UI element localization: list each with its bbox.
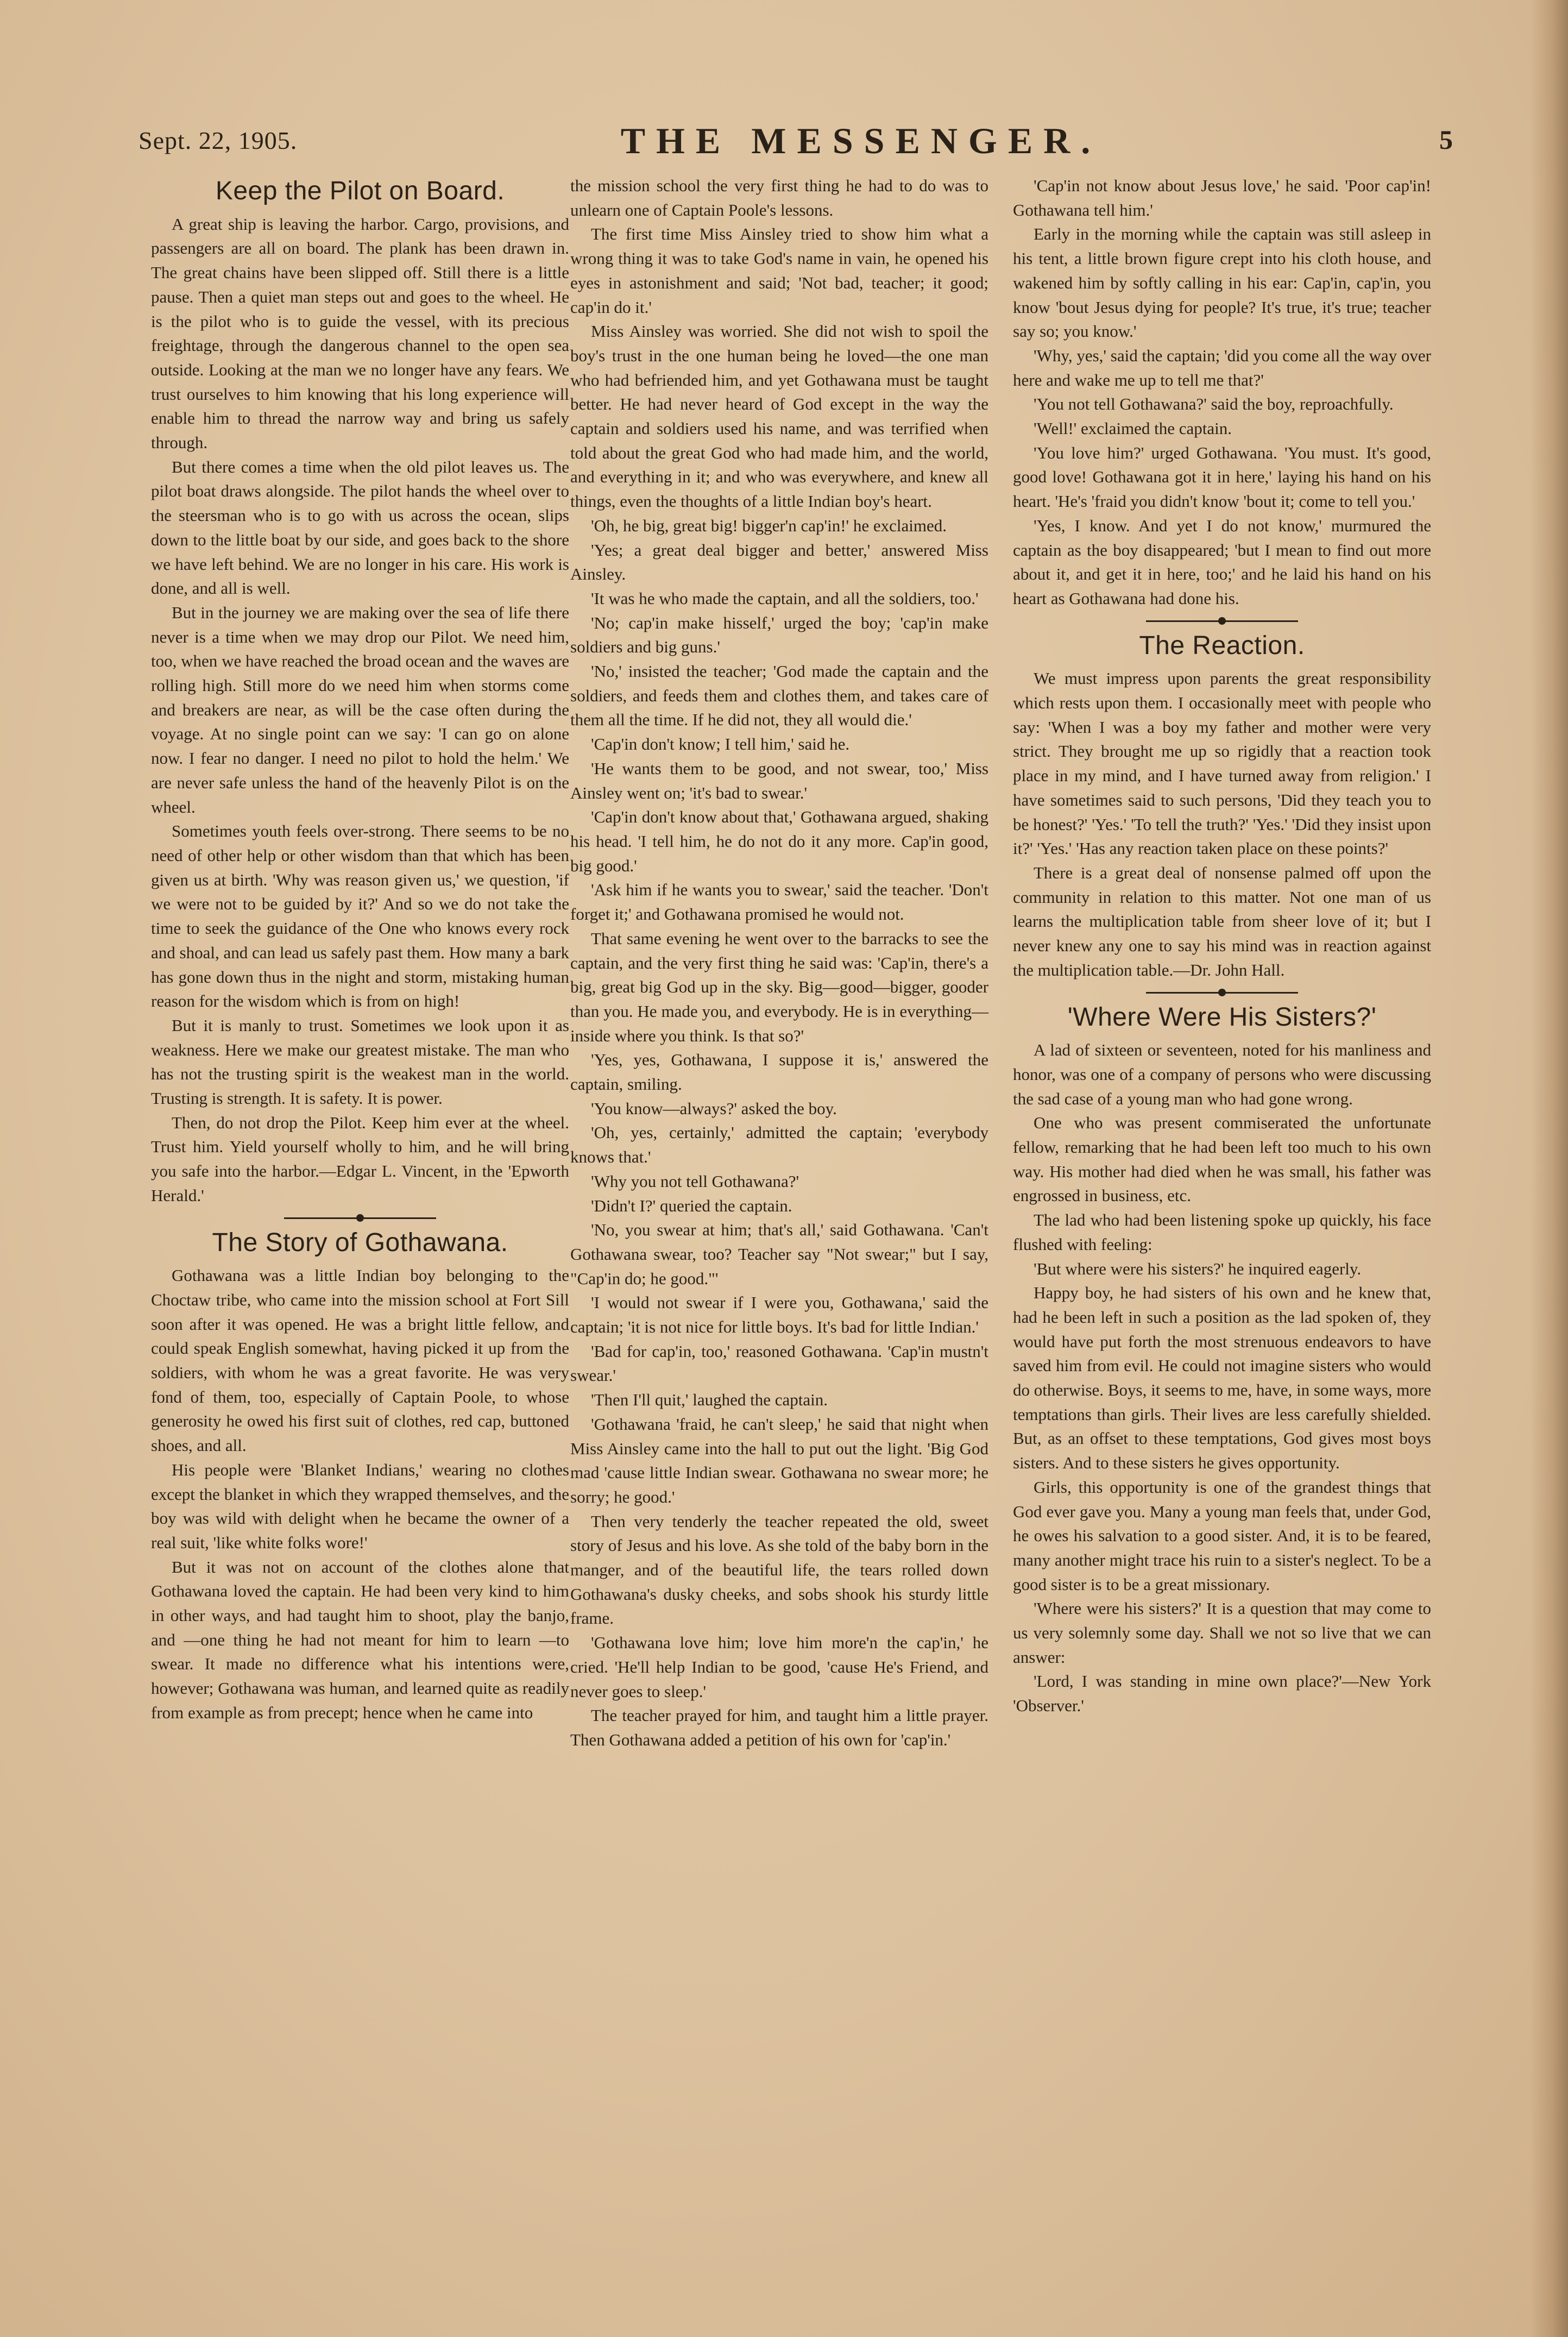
article-title-the-reaction: The Reaction. [1139, 631, 1305, 660]
paragraph: That same evening he went over to the barracks to see the captain, and the very first thing he said was: 'Cap'in, there's a big, great big God up in the sky. Big—good—bigger, gooder than you. He made you, and everybody. He is in everything—inside where you think. Is that so?' [570, 928, 988, 1045]
page-header [138, 120, 1453, 163]
paragraph: Then, do not drop the Pilot. Keep him ever at the wheel. Trust him. Yield yourself wholly to him, and he will bring you safe into the harbor.—Edgar L. Vincent, in the 'Epworth Herald.' [151, 1113, 569, 1205]
paragraph: 'Bad for cap'in, too,' reasoned Gothawana. 'Cap'in mustn't swear.' [570, 1341, 988, 1385]
paragraph: 'No; cap'in make hisself,' urged the boy; 'cap'in make soldiers and big guns.' [570, 613, 988, 657]
column-3 [1013, 174, 1431, 1718]
paragraph: 'No,' insisted the teacher; 'God made the captain and the soldiers, and feeds them and clothes them, and takes care of them all the time. If he did not, they all would die.' [570, 662, 988, 730]
paragraph: 'Yes, I know. And yet I do not know,' murmured the captain as the boy disappeared; 'but I mean to find out more about it, and get it in here, too;' and he laid his hand on his heart as Gothawana had done his. [1013, 516, 1431, 608]
paragraph: But there comes a time when the old pilot leaves us. The pilot boat draws alongside. The pilot hands the wheel over to the steersman who is to go with us across the ocean, slips down to the little boat by our side, and goes back to the shore we have left behind. We are no longer in his care. His work is done, and all is well. [151, 457, 569, 598]
paragraph: Early in the morning while the captain was still asleep in his tent, a little brown figure crept into his cloth house, and wakened him by softly calling in his ear: Cap'in, cap'in, you know 'bout Jesus dying for people? It's true, it's true; teacher say so; you know.' [1013, 224, 1431, 341]
section-divider [1013, 613, 1431, 629]
paragraph: 'Why you not tell Gothawana?' [591, 1171, 799, 1191]
paragraph: 'Yes; a great deal bigger and better,' answered Miss Ainsley. [570, 540, 988, 584]
paragraph: 'Oh, he big, great big! bigger'n cap'in!' he exclaimed. [591, 516, 947, 535]
paragraph: The first time Miss Ainsley tried to show him what a wrong thing it was to take God's name in vain, he opened his eyes in astonishment and said; 'Not bad, teacher; it good; cap'in do it.' [570, 224, 988, 317]
article-title-story-of-gothawana: The Story of Gothawana. [212, 1228, 508, 1257]
paragraph: 'I would not swear if I were you, Gothawana,' said the captain; 'it is not nice for little boys. It's bad for little Indian.' [570, 1293, 988, 1337]
paragraph: 'Yes, yes, Gothawana, I suppose it is,' answered the captain, smiling. [570, 1050, 988, 1094]
paragraph: 'But where were his sisters?' he inquired eagerly. [1034, 1259, 1362, 1278]
page-edge-shadow [1530, 0, 1568, 2337]
paragraph: Miss Ainsley was worried. She did not wish to spoil the boy's trust in the one human being he loved—the one man who had befriended him, and yet Gothawana must be taught better. He had never heard of God except in the way the captain and soldiers used his name, and was terrified when told about the great God who had made him, and the world, and everything in it; and who was everywhere, and knew all things, even the thoughts of a little Indian boy's heart. [570, 322, 988, 511]
paragraph: There is a great deal of nonsense palmed off upon the community in relation to this matter. Not one man of us learns the multiplication table from sheer love of it; but I never knew any one to say his mind was in reaction against the multiplication table.—Dr. John Hall. [1013, 863, 1431, 979]
paragraph: A lad of sixteen or seventeen, noted for his manliness and honor, was one of a company of persons who were discussing the sad case of a young man who had gone wrong. [1013, 1040, 1431, 1108]
paragraph: Then very tenderly the teacher repeated the old, sweet story of Jesus and his love. As she told of the baby born in the manger, and of the beautiful life, the tears rolled down Gothawana's dusky cheeks, and sobs shook his sturdy little frame. [570, 1511, 988, 1628]
paragraph: 'You love him?' urged Gothawana. 'You must. It's good, good love! Gothawana got it in here,' laying his hand on his heart. 'He's 'fraid you didn't know 'bout it; come to tell you.' [1013, 443, 1431, 511]
paragraph: But it was not on account of the clothes alone that Gothawana loved the captain. He had been very kind to him in other ways, and had taught him to shoot, play the banjo, and —one thing he had not meant for him to learn —to swear. It made no difference what his intentions were, however; Gothawana was human, and learned quite as readily from example as from precept; hence when he came into [151, 1557, 569, 1722]
paragraph: 'Gothawana love him; love him more'n the cap'in,' he cried. 'He'll help Indian to be good, 'cause He's Friend, and never goes to sleep.' [570, 1633, 988, 1701]
paragraph: 'Well!' exclaimed the captain. [1034, 419, 1232, 438]
paragraph: But in the journey we are making over the sea of life there never is a time when we may drop our Pilot. We need him, too, when we have reached the broad ocean and the waves are rolling high. Still more do we need him when storms come and breakers are near, as will be the case often during the voyage. At no single point can we say: 'I can go on alone now. I fear no danger. I need no pilot to hold the helm.' We are never safe unless the hand of the heavenly Pilot is on the wheel. [151, 602, 569, 816]
paragraph: 'It was he who made the captain, and all the soldiers, too.' [591, 588, 979, 608]
paragraph: 'Then I'll quit,' laughed the captain. [591, 1390, 828, 1410]
paragraph: The lad who had been listening spoke up quickly, his face flushed with feeling: [1013, 1210, 1431, 1254]
paragraph: A great ship is leaving the harbor. Cargo, provisions, and passengers are all on board. The plank has been drawn in. The great chains have been slipped off. Still there is a little pause. Then a quiet man steps out and goes to the wheel. He is the pilot who is to guide the vessel, with its precious freightage, through the dangerous channel to the open sea outside. Looking at the man we no longer have any fears. We trust ourselves to him knowing that his long experience will enable him to thread the narrow way and bring us safely through. [151, 214, 569, 453]
column-1 [151, 174, 569, 1725]
paragraph: 'Didn't I?' queried the captain. [591, 1196, 792, 1215]
paragraph: We must impress upon parents the great responsibility which rests upon them. I occasionally meet with people who say: 'When I was a boy my father and mother were very strict. They brought me up so rigidly that a reaction took place in my mind, and I have turned away from religion.' I have sometimes said to such persons, 'Did they teach you to be honest?' 'Yes.' 'To tell the truth?' 'Yes.' 'Did they insist upon it?' 'Yes.' 'Has any reaction taken place on these points?' [1013, 669, 1431, 858]
paragraph: 'He wants them to be good, and not swear, too,' Miss Ainsley went on; 'it's bad to swear.' [570, 758, 988, 802]
paragraph: 'Cap'in don't know about that,' Gothawana argued, shaking his head. 'I tell him, he do not do it any more. Cap'in good, big good.' [570, 807, 988, 875]
paragraph: 'Cap'in don't know; I tell him,' said he. [591, 734, 850, 754]
paragraph: 'Ask him if he wants you to swear,' said the teacher. 'Don't forget it;' and Gothawana promised he would not. [570, 880, 988, 924]
paragraph: But it is manly to trust. Sometimes we look upon it as weakness. Here we make our greatest mistake. The man who has not the trusting spirit is the weakest man in the world. Trusting is strength. It is safety. It is power. [151, 1015, 569, 1108]
paragraph: 'You not tell Gothawana?' said the boy, reproachfully. [1034, 394, 1394, 414]
paragraph: 'Gothawana 'fraid, he can't sleep,' he said that night when Miss Ainsley came into the hall to put out the light. 'Big God mad 'cause little Indian swear. Gothawana no swear more; he sorry; he good.' [570, 1414, 988, 1506]
masthead-title: THE MESSENGER. [620, 120, 1101, 161]
paragraph: 'Why, yes,' said the captain; 'did you come all the way over here and wake me up to tell me that?' [1013, 345, 1431, 389]
section-divider [1013, 985, 1431, 1000]
paragraph: Sometimes youth feels over-strong. There seems to be no need of other help or other wisdom than that which has been given us at birth. 'Why was reason given us,' we question, 'if we were not to be guided by it?' And so we do not take the time to seek the guidance of the One who knows every rock and shoal, and can lead us safely past them. How many a bark has gone down thus in the night and storm, mistaking human reason for the wisdom which is from on high! [151, 821, 569, 1011]
paragraph: 'You know—always?' asked the boy. [591, 1098, 837, 1118]
paragraph: 'Where were his sisters?' It is a question that may come to us very solemnly some day. Shall we not so live that we can answer: [1013, 1599, 1431, 1667]
paragraph: The teacher prayed for him, and taught him a little prayer. Then Gothawana added a petition of his own for 'cap'in.' [570, 1706, 988, 1749]
paragraph: Gothawana was a little Indian boy belonging to the Choctaw tribe, who came into the mission school at Fort Sill soon after it was opened. He was a bright little fellow, and could speak English somewhat, having picked it up from the soldiers, with whom he was a great favorite. He was very fond of them, too, especially of Captain Poole, to whose generosity he owed his first suit of clothes, red cap, buttoned shoes, and all. [151, 1266, 569, 1455]
section-divider [151, 1210, 569, 1226]
paragraph: Happy boy, he had sisters of his own and he knew that, had he been left in such a position as the lad spoken of, they would have put forth the most strenuous endeavors to have saved him from evil. He could not imagine sisters who would do otherwise. Boys, it seems to me, have, in some ways, more temptations than girls. Their lives are less carefully shielded. But, as an offset to these temptations, God gives most boys sisters. And to these sisters he gives opportunity. [1013, 1283, 1431, 1473]
paragraph: 'Oh, yes, certainly,' admitted the captain; 'everybody knows that.' [570, 1123, 988, 1167]
paragraph: 'Lord, I was standing in mine own place?'—New York 'Observer.' [1013, 1672, 1431, 1716]
page-number: 5 [1439, 124, 1453, 155]
paragraph: 'Cap'in not know about Jesus love,' he said. 'Poor cap'in! Gothawana tell him.' [1013, 176, 1431, 219]
paragraph: One who was present commiserated the unfortunate fellow, remarking that he had been left too much to his own way. His mother had died when he was small, his father was engrossed in business, etc. [1013, 1113, 1431, 1205]
paragraph: the mission school the very first thing he had to do was to unlearn one of Captain Poole's lessons. [570, 176, 988, 219]
paragraph: Girls, this opportunity is one of the grandest things that God ever gave you. Many a young man feels that, under God, he owes his salvation to a good sister. And, it is to be feared, many another might trace his ruin to a sister's neglect. To be a good sister is to be a great missionary. [1013, 1477, 1431, 1594]
paragraph: 'No, you swear at him; that's all,' said Gothawana. 'Can't Gothawana swear, too? Teacher say "Not swear;" but I say, "Cap'in do; he good."' [570, 1220, 988, 1288]
article-title-keep-the-pilot: Keep the Pilot on Board. [215, 177, 505, 205]
article-title-where-were-his-sisters: 'Where Were His Sisters?' [1067, 1002, 1377, 1032]
column-2 [570, 174, 988, 1752]
paragraph: His people were 'Blanket Indians,' wearing no clothes except the blanket in which they wrapped themselves, and the boy was wild with delight when he became the owner of a real suit, 'like white folks wore!' [151, 1460, 569, 1552]
issue-date: Sept. 22, 1905. [138, 127, 298, 154]
